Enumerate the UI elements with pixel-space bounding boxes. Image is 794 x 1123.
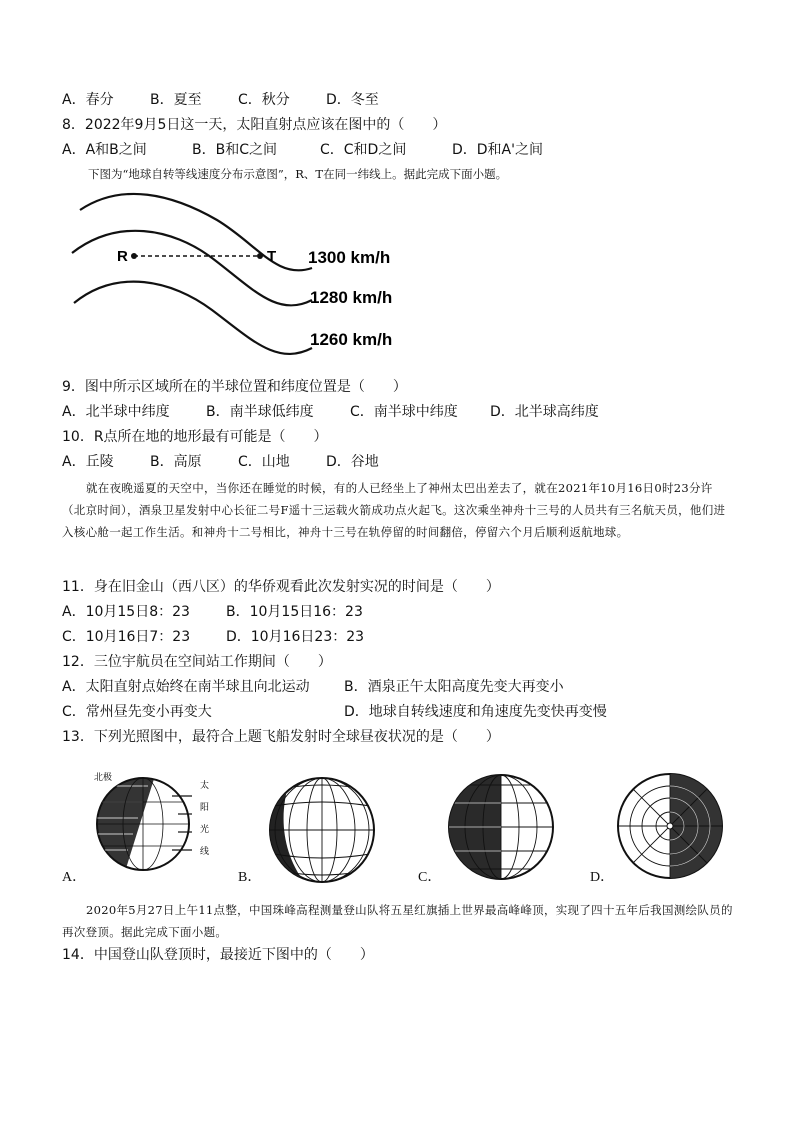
point-t-label: T: [267, 248, 277, 265]
q11-option-a: A．10月15日8：23: [62, 604, 190, 620]
globe-c-option-label: C．: [418, 870, 442, 885]
q13-stem: 13．下列光照图中，最符合上题飞船发射时全球昼夜状况的是（ ）: [62, 729, 500, 745]
isotach-curve-1280: [72, 231, 312, 306]
q12-option-d: D．地球自转线速度和角速度先变快再变慢: [344, 704, 607, 720]
q11-option-d: D．10月16日23：23: [226, 629, 365, 645]
globe-a-option-label: A．: [62, 870, 87, 885]
q9-options: [62, 402, 599, 422]
isotach-label-1300: 1300 km/h: [308, 248, 391, 267]
q9-option-c: C．南半球中纬度: [350, 404, 458, 420]
globe-c-figure: [442, 772, 560, 882]
rotation-speed-figure: [62, 188, 407, 366]
q8-option-d: D．D和A'之间: [452, 142, 543, 158]
globe-a-label-light-1: 光: [200, 825, 210, 835]
q7-options: [62, 90, 379, 110]
globe-a-label-light-2: 线: [200, 847, 210, 857]
q12-options-row1: [62, 677, 564, 697]
globe-b-figure: [262, 774, 382, 886]
q8-option-b: B．B和C之间: [192, 142, 277, 158]
q10-option-a: A．丘陵: [62, 454, 114, 470]
q7-option-a: A．春分: [62, 92, 114, 108]
q8-stem: 8．2022年9月5日这一天，太阳直射点应该在图中的（ ）: [62, 117, 447, 133]
q7-option-b: B．夏至: [150, 92, 202, 108]
q7-option-d: D．冬至: [326, 92, 379, 108]
q11-option-c: C．10月16日7：23: [62, 629, 191, 645]
q8-option-c: C．C和D之间: [320, 142, 407, 158]
globe-b-option-label: B．: [238, 870, 262, 885]
q10-option-d: D．谷地: [326, 454, 379, 470]
q12-option-a: A．太阳直射点始终在南半球且向北运动: [62, 679, 310, 695]
q7-option-c: C．秋分: [238, 92, 290, 108]
globe-a-label-sun-2: 阳: [200, 803, 210, 813]
point-t-dot: [257, 253, 263, 259]
q10-stem: 10．R点所在地的地形最有可能是（ ）: [62, 429, 328, 445]
q12-stem: 12．三位宇航员在空间站工作期间（ ）: [62, 654, 332, 670]
passage-11-13: 就在夜晚遥夏的天空中，当你还在睡觉的时候，有的人已经坐上了神州太巴出差去了，就在2021年10月16日0时23分许（北京时间），酒泉卫星发射中心长征二号F遥十三运载火箭成功点火起飞。这次乘坐神舟十三号的人员共有三名航天员，他们进入核心舱一起工作生活。和神舟十二号相比，神舟十三号在轨停留的时间翻倍，停留六个月后顺利返航地球。: [62, 481, 726, 539]
point-r-dot: [131, 253, 137, 259]
q10-options: [62, 452, 379, 472]
q14-stem: 14．中国登山队登顶时，最接近下图中的（ ）: [62, 947, 374, 963]
globe-a-label-north-pole: 北极: [94, 773, 113, 783]
q9-option-a: A．北半球中纬度: [62, 404, 170, 420]
q8-options: [62, 140, 543, 160]
point-r-label: R: [117, 248, 128, 265]
q11-options-row1: [62, 602, 363, 622]
q8-option-a: A．A和B之间: [62, 142, 147, 158]
q12-option-b: B．酒泉正午太阳高度先变大再变小: [344, 679, 564, 695]
q10-option-c: C．山地: [238, 454, 290, 470]
isotach-curve-1260: [74, 282, 312, 354]
isotach-label-1280: 1280 km/h: [310, 288, 393, 307]
q11-stem: 11．身在旧金山（西八区）的华侨观看此次发射实况的时间是（ ）: [62, 579, 500, 595]
q11-option-b: B．10月15日16：23: [226, 604, 363, 620]
globe-a-label-sun-1: 太: [200, 781, 210, 791]
isotach-label-1260: 1260 km/h: [310, 330, 393, 349]
q12-option-c: C．常州昼先变小再变大: [62, 704, 212, 720]
q9-option-b: B．南半球低纬度: [206, 404, 314, 420]
q12-options-row2: [62, 702, 607, 722]
intro-9-10: 下图为“地球自转等线速度分布示意图”，R、T在同一纬线上。据此完成下面小题。: [88, 167, 508, 181]
globe-a-figure: [88, 766, 238, 878]
q9-stem: 9．图中所示区域所在的半球位置和纬度位置是（ ）: [62, 379, 407, 395]
passage-14: 2020年5月27日上午11点整，中国珠峰高程测量登山队将五星红旗插上世界最高峰峰顶，实现了四十五年后我国测绘队员的再次登顶。据此完成下面小题。: [62, 903, 733, 939]
globe-d-figure: [614, 770, 726, 882]
q10-option-b: B．高原: [150, 454, 202, 470]
q11-options-row2: [62, 627, 364, 647]
globe-d-option-label: D．: [590, 870, 615, 885]
q9-option-d: D．北半球高纬度: [490, 404, 599, 420]
